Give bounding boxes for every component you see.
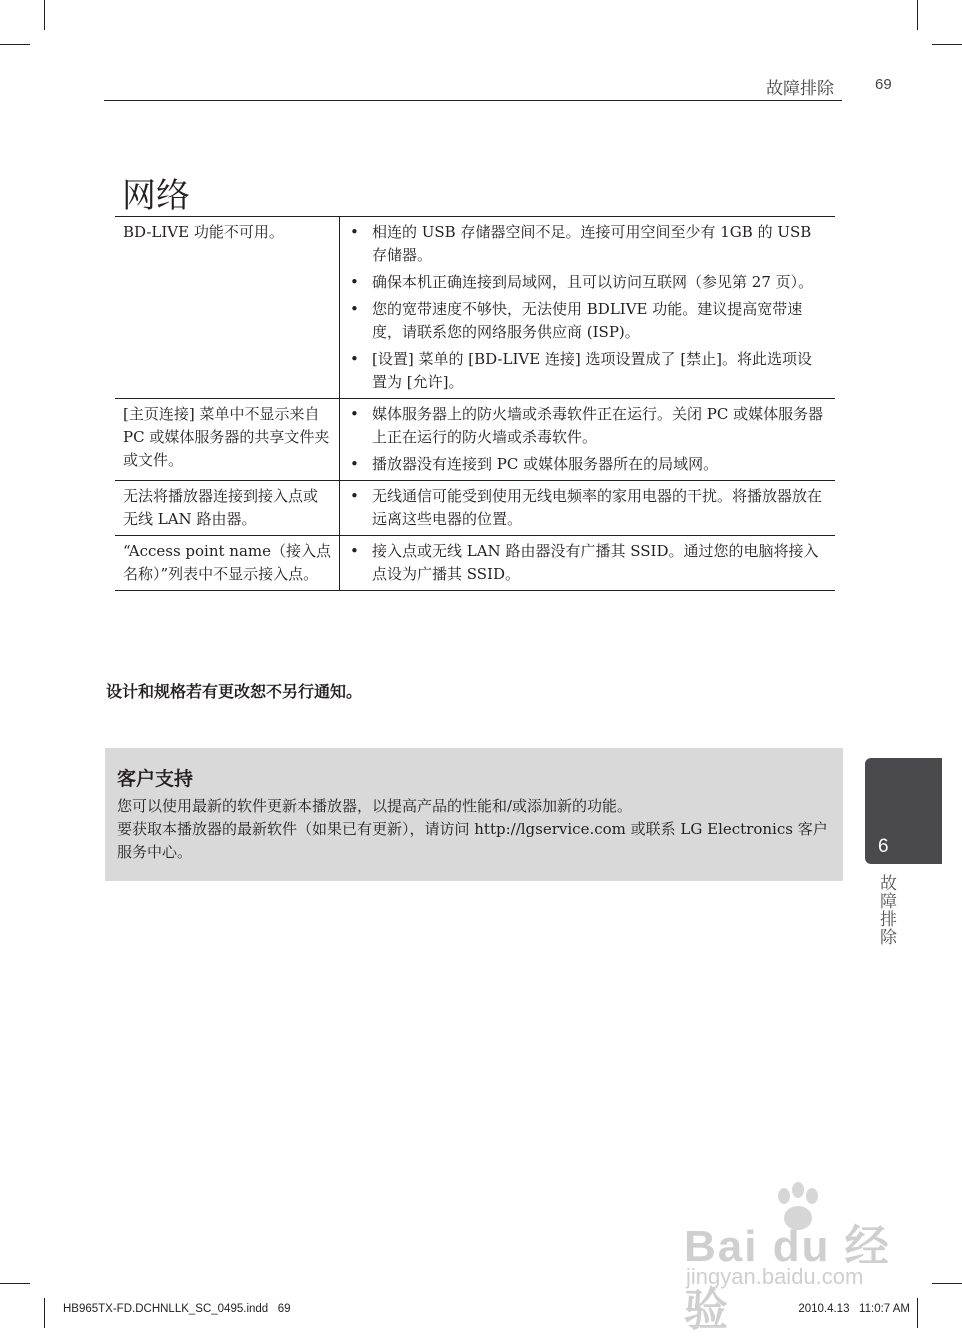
symptom-cell: 无法将播放器连接到接入点或无线 LAN 路由器。 bbox=[115, 481, 340, 536]
causes-cell bbox=[340, 399, 836, 481]
watermark-url: jingyan.baidu.com bbox=[686, 1264, 864, 1289]
cause-item bbox=[348, 298, 827, 344]
section-title: 网络 bbox=[122, 176, 190, 216]
spec-change-notice: 设计和规格若有更改恕不另行通知。 bbox=[106, 682, 363, 701]
cause-text: 播放器没有连接到 PC 或媒体服务器所在的局域网。 bbox=[372, 455, 719, 473]
header-rule bbox=[104, 100, 842, 101]
date-slug: 2010.4.13 11:0:7 AM bbox=[798, 1303, 910, 1315]
crop-mark bbox=[932, 44, 962, 45]
support-title: 客户支持 bbox=[117, 768, 194, 790]
cause-text: 相连的 USB 存储器空间不足。连接可用空间至少有 1GB 的 USB 存储器。 bbox=[372, 223, 812, 264]
table-row bbox=[115, 481, 835, 536]
bullet-icon: • bbox=[350, 350, 359, 368]
cause-item bbox=[348, 540, 827, 586]
chapter-label: 故障排除 bbox=[876, 874, 896, 946]
symptom-cell: [主页连接] 菜单中不显示来自 PC 或媒体服务器的共享文件夹或文件。 bbox=[115, 399, 340, 481]
cause-text: 您的宽带速度不够快，无法使用 BDLIVE 功能。建议提高宽带速度，请联系您的网络服务供应商 (ISP)。 bbox=[372, 300, 803, 341]
bullet-icon: • bbox=[350, 542, 359, 560]
bullet-icon: • bbox=[350, 455, 359, 473]
chapter-tab bbox=[865, 758, 942, 864]
cause-text: 媒体服务器上的防火墙或杀毒软件正在运行。关闭 PC 或媒体服务器上正在运行的防火墙或杀毒软件。 bbox=[372, 405, 824, 446]
crop-mark bbox=[932, 1283, 962, 1284]
bullet-icon: • bbox=[350, 223, 359, 241]
customer-support-box bbox=[105, 748, 843, 881]
table-row bbox=[115, 536, 835, 591]
support-text: 要获取本播放器的最新软件（如果已有更新），请访问 http://lgservice.com 或联系 LG Electronics 客户服务中心。 bbox=[117, 820, 828, 861]
crop-mark bbox=[44, 1298, 45, 1328]
chapter-number: 6 bbox=[878, 836, 889, 857]
watermark-brand: Bai du 经验 bbox=[684, 1222, 891, 1335]
cause-text: 无线通信可能受到使用无线电频率的家用电器的干扰。将播放器放在远离这些电器的位置。 bbox=[372, 487, 823, 528]
cause-item bbox=[348, 403, 827, 449]
cause-item bbox=[348, 348, 827, 394]
table-row bbox=[115, 399, 835, 481]
crop-mark bbox=[917, 1298, 918, 1328]
support-text: 您可以使用最新的软件更新本播放器，以提高产品的性能和/或添加新的功能。 bbox=[117, 797, 633, 815]
bullet-icon: • bbox=[350, 405, 359, 423]
causes-cell bbox=[340, 536, 836, 591]
running-header-section: 故障排除 bbox=[766, 79, 834, 99]
bullet-icon: • bbox=[350, 300, 359, 318]
crop-mark bbox=[44, 0, 45, 30]
cause-item bbox=[348, 221, 827, 267]
cause-text: 接入点或无线 LAN 路由器没有广播其 SSID。通过您的电脑将接入点设为广播其 SSID。 bbox=[372, 542, 819, 583]
bullet-icon: • bbox=[350, 273, 359, 291]
crop-mark bbox=[0, 44, 30, 45]
cause-text: 确保本机正确连接到局域网，且可以访问互联网（参见第 27 页）。 bbox=[372, 273, 814, 291]
troubleshooting-table bbox=[115, 216, 835, 591]
cause-text: [设置] 菜单的 [BD-LIVE 连接] 选项设置成了 [禁止]。将此选项设置为 [允许]。 bbox=[372, 350, 813, 391]
cause-item bbox=[348, 485, 827, 531]
cause-item bbox=[348, 271, 827, 294]
crop-mark bbox=[917, 0, 918, 30]
crop-mark bbox=[0, 1283, 30, 1284]
bullet-icon: • bbox=[350, 487, 359, 505]
causes-cell bbox=[340, 217, 836, 399]
symptom-cell: “Access point name（接入点名称）”列表中不显示接入点。 bbox=[115, 536, 340, 591]
cause-item bbox=[348, 453, 827, 476]
symptom-cell: BD-LIVE 功能不可用。 bbox=[115, 217, 340, 399]
page-number: 69 bbox=[875, 76, 892, 93]
causes-cell bbox=[340, 481, 836, 536]
file-slug: HB965TX-FD.DCHNLLK_SC_0495.indd 69 bbox=[63, 1303, 291, 1315]
table-row bbox=[115, 217, 835, 399]
